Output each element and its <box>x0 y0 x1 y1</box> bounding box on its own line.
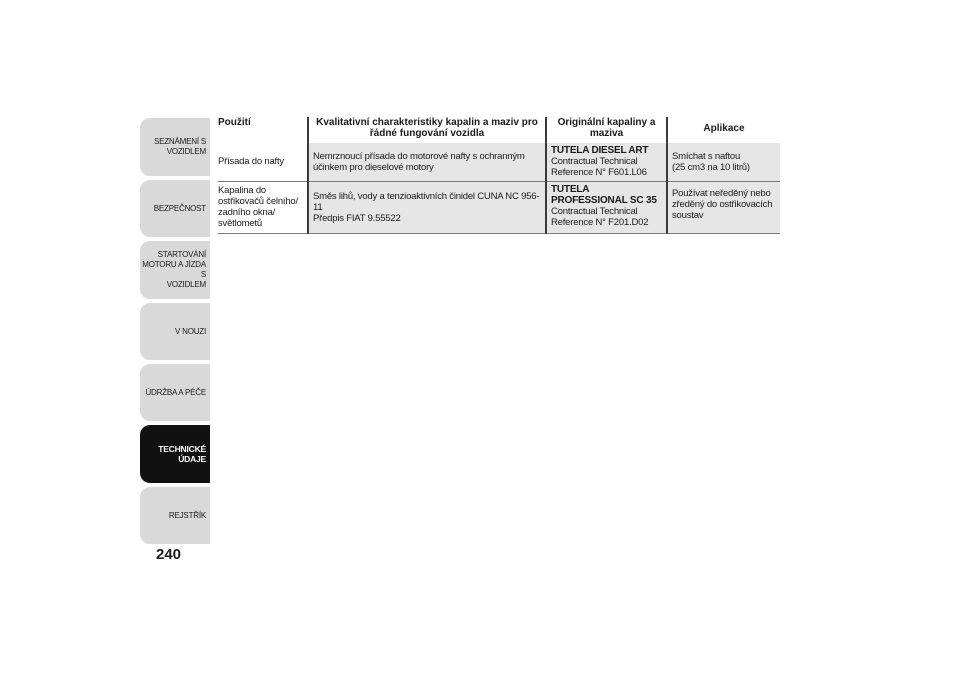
text-line: Smíchat s naftou <box>672 150 741 162</box>
table-row <box>218 181 780 233</box>
text-line: světlometů <box>218 218 262 229</box>
nav-tab-startovani[interactable]: STARTOVÁNÍ MOTORU A JÍZDA S VOZIDLEM <box>140 241 210 299</box>
header-original-fluids: Originální kapaliny a maziva <box>546 117 667 143</box>
cell-characteristics <box>308 143 546 181</box>
header-application: Aplikace <box>667 117 780 143</box>
cell-use <box>218 181 308 233</box>
text-line: Předpis FIAT 9.55522 <box>313 212 401 224</box>
text-line: Reference N° F601.L06 <box>551 167 647 178</box>
product-name: TUTELA DIESEL ART <box>551 145 649 156</box>
text-line: Contractual Technical <box>551 156 638 167</box>
cell-application <box>667 143 780 181</box>
table-row <box>218 143 780 181</box>
cell-characteristics <box>308 181 546 233</box>
page-number: 240 <box>156 546 182 563</box>
text-line: Contractual Technical <box>551 205 638 217</box>
fluids-table <box>218 117 780 234</box>
nav-tab-v-nouzi[interactable]: V NOUZI <box>140 303 210 360</box>
product-name: TUTELA PROFESSIONAL SC 35 <box>551 183 657 206</box>
cell-original-product <box>546 143 667 181</box>
table-header-row <box>218 117 780 143</box>
text-line: Směs lihů, vody a tenzioaktivních činidel CUNA NC 956-11 <box>313 190 540 213</box>
nav-tab-technicke-udaje[interactable]: TECHNICKÉ ÚDAJE <box>140 425 210 483</box>
text-line: soustav <box>672 209 704 221</box>
cell-application <box>667 181 780 233</box>
nav-tab-udrzba[interactable]: ÚDRŽBA A PÉČE <box>140 364 210 421</box>
text-line: Nemrznoucí přísada do motorové nafty s ochranným <box>313 150 525 162</box>
text-line: Kapalina do <box>218 185 266 196</box>
nav-tab-bezpecnost[interactable]: BEZPEČNOST <box>140 180 210 237</box>
cell-use: Přísada do nafty <box>218 143 308 181</box>
header-use: Použití <box>218 117 251 128</box>
text-line: Používat neředěný nebo <box>672 187 771 199</box>
text-line: zadního okna/ <box>218 207 276 218</box>
text-line: (25 cm3 na 10 litrů) <box>672 161 750 173</box>
nav-tab-seznameni[interactable]: SEZNÁMENÍ S VOZIDLEM <box>140 118 210 176</box>
nav-tab-rejstrik[interactable]: REJSTŘÍK <box>140 487 210 544</box>
text-line: Reference N° F201.D02 <box>551 216 649 228</box>
cell-original-product <box>546 181 667 233</box>
text-line: účinkem pro dieselové motory <box>313 161 434 173</box>
header-characteristics: Kvalitativní charakteristiky kapalin a maziv pro řádné fungování vozidla <box>308 117 546 143</box>
text-line: ostřikovačů čelního/ <box>218 196 298 207</box>
text-line: zředěný do ostřikovacích <box>672 198 773 210</box>
